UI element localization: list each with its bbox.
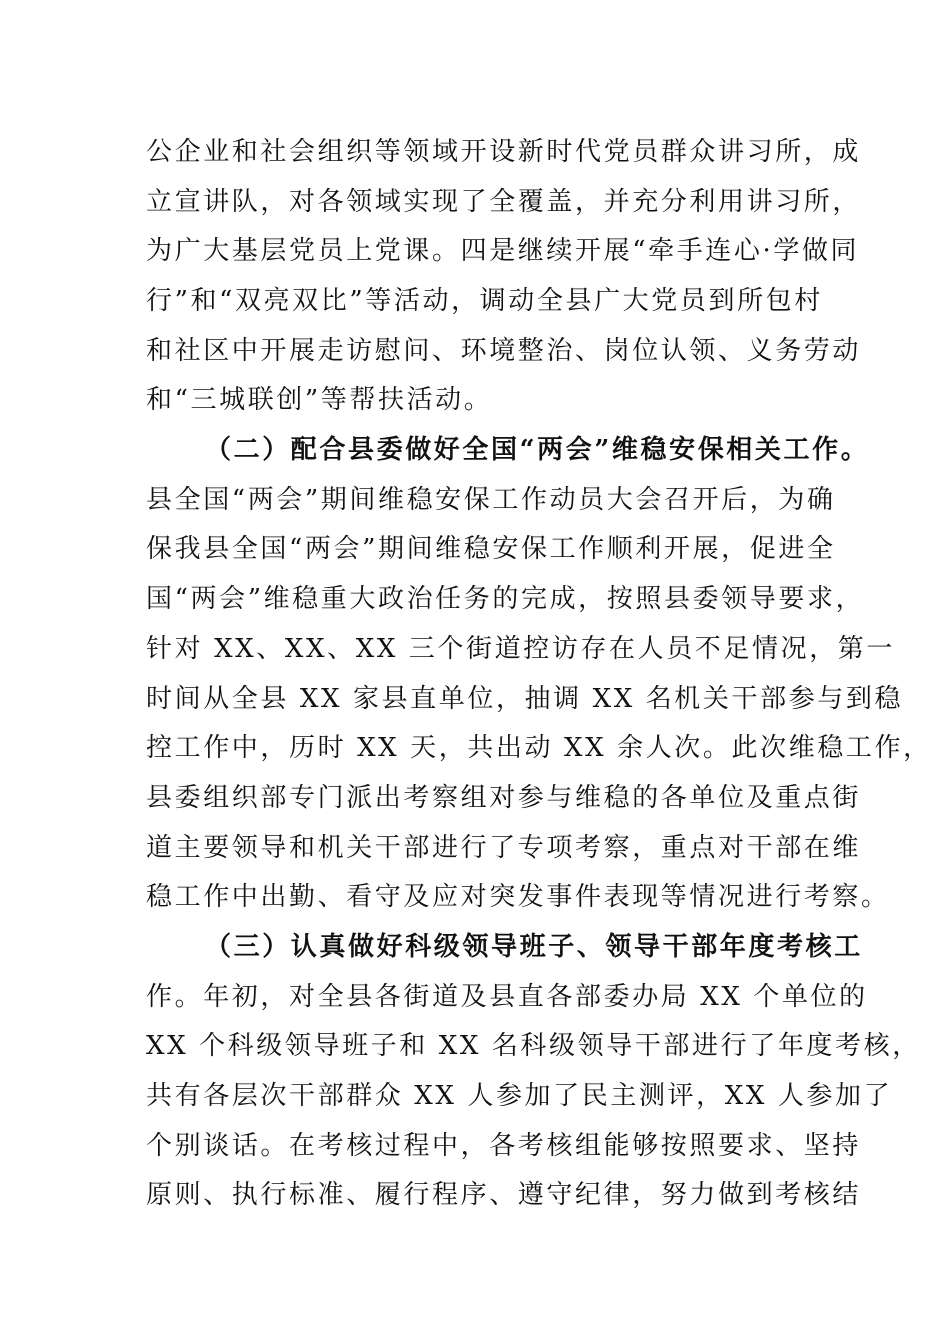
body-line: 行”和“双亮双比”等活动，调动全县广大党员到所包村	[146, 286, 823, 316]
body-line: 个别谈话。在考核过程中，各考核组能够按照要求、坚持	[146, 1131, 862, 1161]
body-line: 针对 XX、XX、XX 三个街道控访存在人员不足情况，第一	[146, 634, 895, 664]
body-line: 原则、执行标准、履行程序、遵守纪律，努力做到考核结	[146, 1180, 862, 1210]
body-line: 县全国“两会”期间维稳安保工作动员大会召开后，为确	[146, 485, 836, 515]
body-line: 共有各层次干部群众 XX 人参加了民主测评，XX 人参加了	[146, 1081, 893, 1111]
section-heading-2: （二）配合县委做好全国“两会”维稳安保相关工作。	[205, 435, 870, 465]
body-line: 稳工作中出勤、看守及应对突发事件表现等情况进行考察。	[146, 882, 890, 912]
body-line: 国“两会”维稳重大政治任务的完成，按照县委领导要求，	[146, 584, 865, 614]
body-line: 立宣讲队，对各领域实现了全覆盖，并充分利用讲习所，	[146, 187, 862, 217]
section-heading-3: （三）认真做好科级领导班子、领导干部年度考核工	[205, 932, 863, 962]
body-line: 控工作中，历时 XX 天，共出动 XX 余人次。此次维稳工作，	[146, 733, 932, 763]
body-line: 公企业和社会组织等领域开设新时代党员群众讲习所，成	[146, 137, 862, 167]
body-line: XX 个科级领导班子和 XX 名科级领导干部进行了年度考核，	[146, 1031, 921, 1061]
body-line: 保我县全国“两会”期间维稳安保工作顺利开展，促进全	[146, 534, 836, 564]
body-line: 和社区中开展走访慰问、环境整治、岗位认领、义务劳动	[146, 336, 862, 366]
body-line: 道主要领导和机关干部进行了专项考察，重点对干部在维	[146, 833, 862, 863]
body-line: 时间从全县 XX 家县直单位，抽调 XX 名机关干部参与到稳	[146, 684, 904, 714]
body-line: 县委组织部专门派出考察组对参与维稳的各单位及重点街	[146, 783, 862, 813]
body-line: 为广大基层党员上党课。四是继续开展“牵手连心·学做同	[146, 236, 860, 266]
body-line: 作。年初，对全县各街道及县直各部委办局 XX 个单位的	[146, 982, 868, 1012]
body-line: 和“三城联创”等帮扶活动。	[146, 385, 493, 415]
